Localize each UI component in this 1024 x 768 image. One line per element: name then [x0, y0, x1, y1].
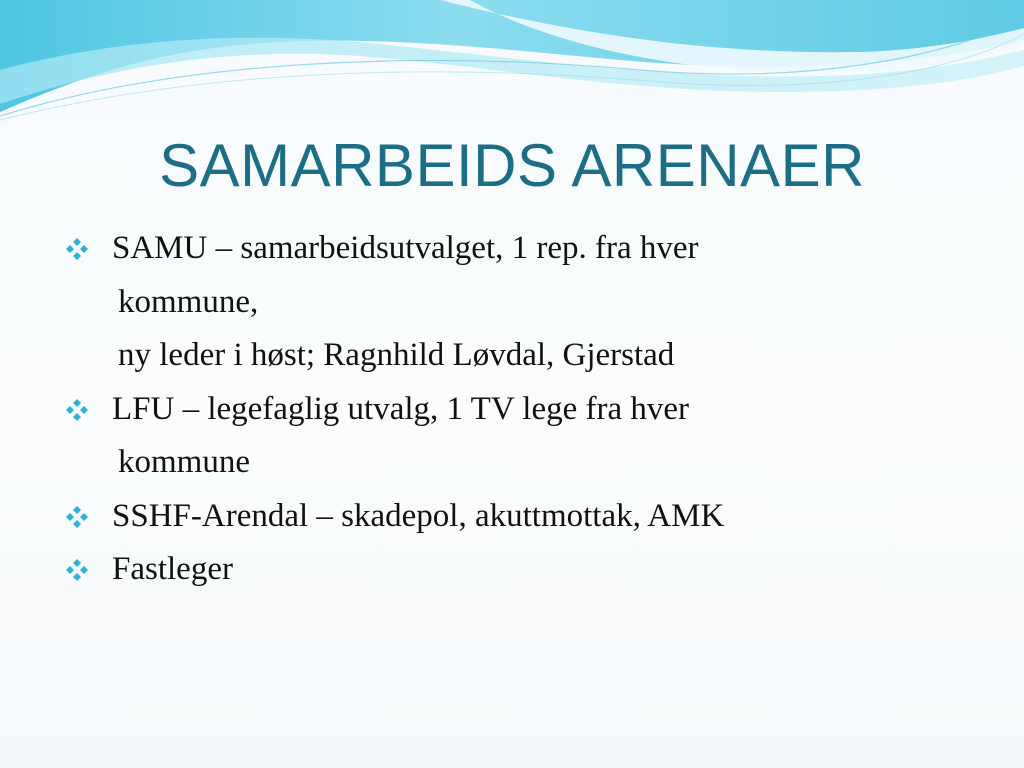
bullet-text: SSHF-Arendal – skadepol, akuttmottak, AMK [112, 497, 725, 534]
diamond-bullet-icon [64, 397, 90, 423]
bullet-text-continuation: kommune [118, 444, 250, 480]
diamond-bullet-icon [64, 557, 90, 583]
bullet-item [62, 543, 982, 597]
bullet-item [62, 383, 982, 490]
header-wave-decoration [0, 0, 1024, 130]
bullet-list [62, 222, 982, 597]
bullet-text: LFU – legefaglig utvalg, 1 TV lege fra hver [112, 390, 690, 427]
bullet-text-continuation: ny leder i høst; Ragnhild Løvdal, Gjerstad [118, 337, 675, 373]
bullet-text: SAMU – samarbeidsutvalget, 1 rep. fra hver [112, 230, 699, 266]
diamond-bullet-icon [64, 504, 90, 530]
diamond-bullet-icon [64, 236, 90, 262]
bullet-text-continuation: kommune, [118, 283, 259, 320]
slide-title: SAMARBEIDS ARENAER [159, 132, 865, 199]
bullet-item [62, 490, 982, 544]
bullet-item [62, 222, 982, 383]
bullet-text: Fastleger [112, 551, 233, 587]
